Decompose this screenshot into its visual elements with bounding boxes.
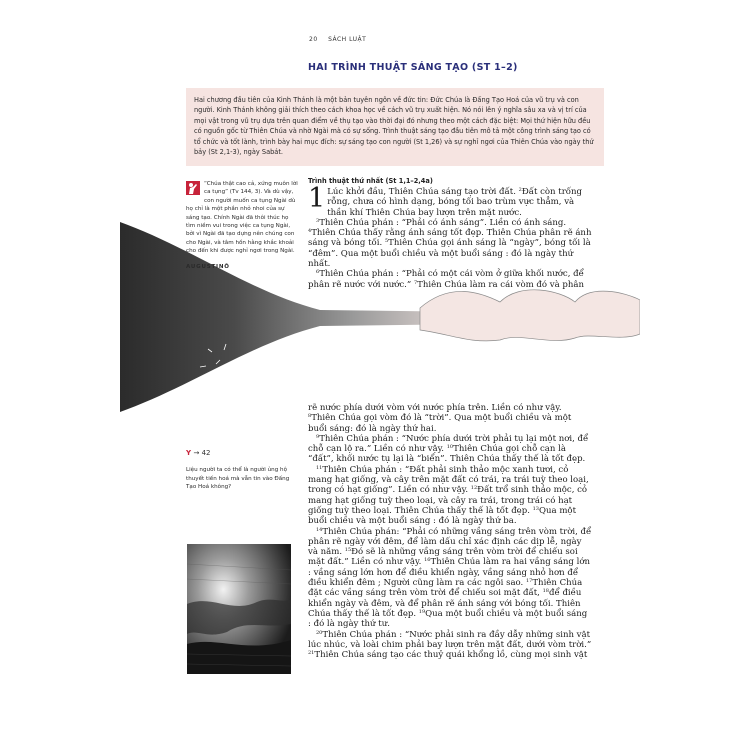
verse-13: Qua một buổi chiều và một buổi sáng : đó là ngày thứ ba. <box>308 505 577 527</box>
verse-7a: Thiên Chúa làm ra cái vòm đó và phân <box>417 279 584 290</box>
verse-10: Thiên Chúa gọi chỗ cạn là “đất”, khối nước tụ lại là “biển”. Thiên Chúa thấy thế là tốt đẹp. <box>308 444 586 465</box>
cloud-band <box>420 290 640 341</box>
verse-7b: rẽ nước phía dưới vòm với nước phía trên. Liền có như vậy. <box>308 403 562 413</box>
verse-17: Thiên Chúa đặt các vầng sáng trên vòm trời để chiếu soi mặt đất, <box>308 578 583 599</box>
verse-15: Đó sẽ là những vầng sáng trên vòm trời để chiếu soi mặt đất.” Liền có như vậy. <box>308 547 578 568</box>
verse-11: Thiên Chúa phán : “Đất phải sinh thảo mộc xanh tươi, cỏ mang hạt giống, và cây trên mặt đất có trái, ra trái tuỳ theo loại, trong có hạt giống”. Liền có như vậy. <box>308 464 589 496</box>
verse-8: Thiên Chúa gọi vòm đó là “trời”. Qua một buổi chiều và một buổi sáng: đó là ngày thứ hai. <box>308 413 572 434</box>
scripture-column-top: 1 Lúc khởi đầu, Thiên Chúa sáng tạo trời đất. $^2$Đất còn trống rỗng, chưa có hình dạng, bóng tối bao trùm vực thẳm, và thần khí Thiên Chúa bay lượn trên mặt nước. $^3$Thiên Chúa phán : “Phải có ánh sáng”. Liền có ánh sáng. $^4$Thiên Chúa thấy rằng ánh sáng tốt đẹp. Thiên Chúa phân rẽ ánh sáng và bóng tối. $^5$Thiên Chúa gọi ánh sáng là “ngày”, bóng tối là “đêm”. Qua một buổi chiều và một buổi sáng : đó là ngày thứ nhất. $^6$Thiên Chúa phán : “Phải có một cái vòm ở giữa khối nước, để phân rẽ nước với nước.” $^7$Thiên Chúa làm ra cái vòm đó và phân <box>308 183 592 290</box>
verse-5: Thiên Chúa gọi ánh sáng là “ngày”, bóng tối là “đêm”. Qua một buổi chiều và một buổi sáng : đó là ngày thứ nhất. <box>308 238 591 270</box>
verse-21: Thiên Chúa sáng tạo các thuỷ quái khổng lồ, cùng mọi sinh vật <box>314 650 588 661</box>
chapter-dropcap: 1 <box>308 183 326 214</box>
sidebar-quote <box>186 180 298 271</box>
quote-text: “Chúa thật cao cả, xứng muôn lời ca tụng” (Tv 144, 3). Và dù vậy, con người muốn ca tụng Ngài dù họ chỉ là một phần nhỏ nhoi của sự sáng tạo. Chính Ngài đã thôi thúc họ tìm niềm vui trong việc ca tụng Ngài, bởi vì Ngài đã tạo dựng nên chúng con cho Ngài, và tâm hồn hằng khắc khoải cho đến khi được nghỉ ngơi trong Ngài. <box>186 181 298 255</box>
youcat-ref: → 42 <box>193 449 211 457</box>
scripture-column-bottom: rẽ nước phía dưới vòm với nước phía trên. Liền có như vậy. $^8$Thiên Chúa gọi vòm đó là “trời”. Qua một buổi chiều và một buổi sáng: đó là ngày thứ hai. $^9$Thiên Chúa phán : “Nước phía dưới trời phải tụ lại một nơi, để chỗ cạn lộ ra.” Liền có như vậy. $^{10}$Thiên Chúa gọi chỗ cạn là “đất”, khối nước tụ lại là “biển”. Thiên Chúa thấy thế là tốt đẹp. $^{11}$Thiên Chúa phán : “Đất phải sinh thảo mộc xanh tươi, cỏ mang hạt giống, và cây trên mặt đất có trái, ra trái tuỳ theo loại, trong có hạt giống”. Liền có như vậy. $^{12}$Đất trổ sinh thảo mộc, cỏ mang hạt giống tuỳ theo loại, và cây ra trái, trong trái có hạt giống tuỳ theo loại. Thiên Chúa thấy thế là tốt đẹp. $^{13}$Qua một buổi chiều và một buổi sáng : đó là ngày thứ ba. $^{14}$Thiên Chúa phán: “Phải có những vầng sáng trên vòm trời, để phân rẽ ngày với đêm, để làm dấu chỉ xác định các dịp lễ, ngày và năm. $^{15}$Đó sẽ là những vầng sáng trên vòm trời để chiếu soi mặt đất.” Liền có như vậy. $^{16}$Thiên Chúa làm ra hai vầng sáng lớn : vầng sáng lớn hơn để điều khiển ngày, vầng sáng nhỏ hơn để điều khiển đêm ; Người cũng làm ra các ngôi sao. $^{17}$Thiên Chúa đặt các vầng sáng trên vòm trời để chiếu soi mặt đất, $^{18}$để điều khiển ngày và đêm, và để phân rẽ ánh sáng với bóng tối. Thiên Chúa thấy thế là tốt đẹp. $^{19}$Qua một buổi chiều và một buổi sáng : đó là ngày thứ tư. $^{20}$Thiên Chúa phán : “Nước phải sinh ra đầy dẫy những sinh vật lúc nhúc, và loài chim phải bay lượn trên mặt đất, dưới vòm trời.” $^{21}$Thiên Chúa sáng tạo các thuỷ quái khổng lồ, cùng mọi sinh vật <box>308 403 592 661</box>
verse-18: để điều khiển ngày và đêm, và để phân rẽ ánh sáng với bóng tối. Thiên Chúa thấy thế là tốt đẹp. <box>308 588 582 619</box>
verse-12: Đất trổ sinh thảo mộc, cỏ mang hạt giống tuỳ theo loại, và cây ra trái, trong trái có hạt giống tuỳ theo loại. Thiên Chúa thấy thế là tốt đẹp. <box>308 485 588 516</box>
verse-9: Thiên Chúa phán : “Nước phía dưới trời phải tụ lại một nơi, để chỗ cạn lộ ra.” Liền có như vậy. <box>308 433 589 455</box>
verse-1: Lúc khởi đầu, Thiên Chúa sáng tạo trời đất. <box>327 187 516 197</box>
verse-14: Thiên Chúa phán: “Phải có những vầng sáng trên vòm trời, để phân rẽ ngày với đêm, để làm dấu chỉ xác định các dịp lễ, ngày và năm. <box>308 526 592 558</box>
verse-19: Qua một buổi chiều và một buổi sáng : đó là ngày thứ tư. <box>308 608 588 630</box>
quote-figure-icon <box>186 181 200 195</box>
engraving-image <box>187 544 291 674</box>
running-head <box>309 36 366 43</box>
chapter-title: HAI TRÌNH THUẬT SÁNG TẠO (ST 1–2) <box>308 62 518 73</box>
book-title: SÁCH LUẬT <box>328 36 367 43</box>
page-number: 20 <box>309 36 318 43</box>
verse-4: Thiên Chúa thấy rằng ánh sáng tốt đẹp. Thiên Chúa phân rẽ ánh sáng và bóng tối. <box>308 228 592 249</box>
verse-16: Thiên Chúa làm ra hai vầng sáng lớn : vầng sáng lớn hơn để điều khiển ngày, vầng sáng nhỏ hơn để điều khiển đêm ; Người cũng làm ra các ngôi sao. <box>308 557 590 589</box>
verse-3: Thiên Chúa phán : “Phải có ánh sáng”. Liền có ánh sáng. <box>319 217 567 228</box>
section-label: Trình thuật thứ nhất (St 1,1–2,4a) <box>308 177 433 185</box>
verse-6: Thiên Chúa phán : “Phải có một cái vòm ở giữa khối nước, để phân rẽ nước với nước.” <box>308 269 584 290</box>
youcat-letter: Y <box>186 449 192 457</box>
youcat-question: Liệu người ta có thể là người ủng hộ thuyết tiến hoá mà vẫn tin vào Đấng Tạo Hoá không? <box>186 467 290 491</box>
verse-2: Đất còn trống rỗng, chưa có hình dạng, bóng tối bao trùm vực thẳm, và thần khí Thiên Chúa bay lượn trên mặt nước. <box>327 187 582 218</box>
youcat-reference <box>186 449 211 457</box>
intro-box: Hai chương đầu tiên của Kinh Thánh là một bản tuyên ngôn về đức tin: Đức Chúa là Đấng Tạo Hoá của vũ trụ và con người. Kinh Thánh không giải thích theo cách khoa học về cách vũ trụ xuất hiện. Nó nói lên ý nghĩa sâu xa và vị trí của mọi vật trong vũ trụ dựa trên quan điểm về thụ tạo vào thời đại đó nhưng theo một cách đặc biệt: Mọi thứ hiện hữu đều có nguồn gốc từ Thiên Chúa và nhờ Ngài mà có sự sống. Trình thuật sáng tạo đầu tiên mô tả một công trình sáng tạo có tổ chức và tốt lành, trình bày hai mục đích: sự sáng tạo con người (St 1,26) và sự nghỉ ngơi của Thiên Chúa vào ngày thứ bảy (St 2,1-3), ngày Sabát. <box>186 88 604 166</box>
verse-20: Thiên Chúa phán : “Nước phải sinh ra đầy dẫy những sinh vật lúc nhúc, và loài chim phải bay lượn trên mặt đất, dưới vòm trời.” <box>308 629 592 650</box>
quote-author: AUGUSTINÔ <box>186 263 230 270</box>
